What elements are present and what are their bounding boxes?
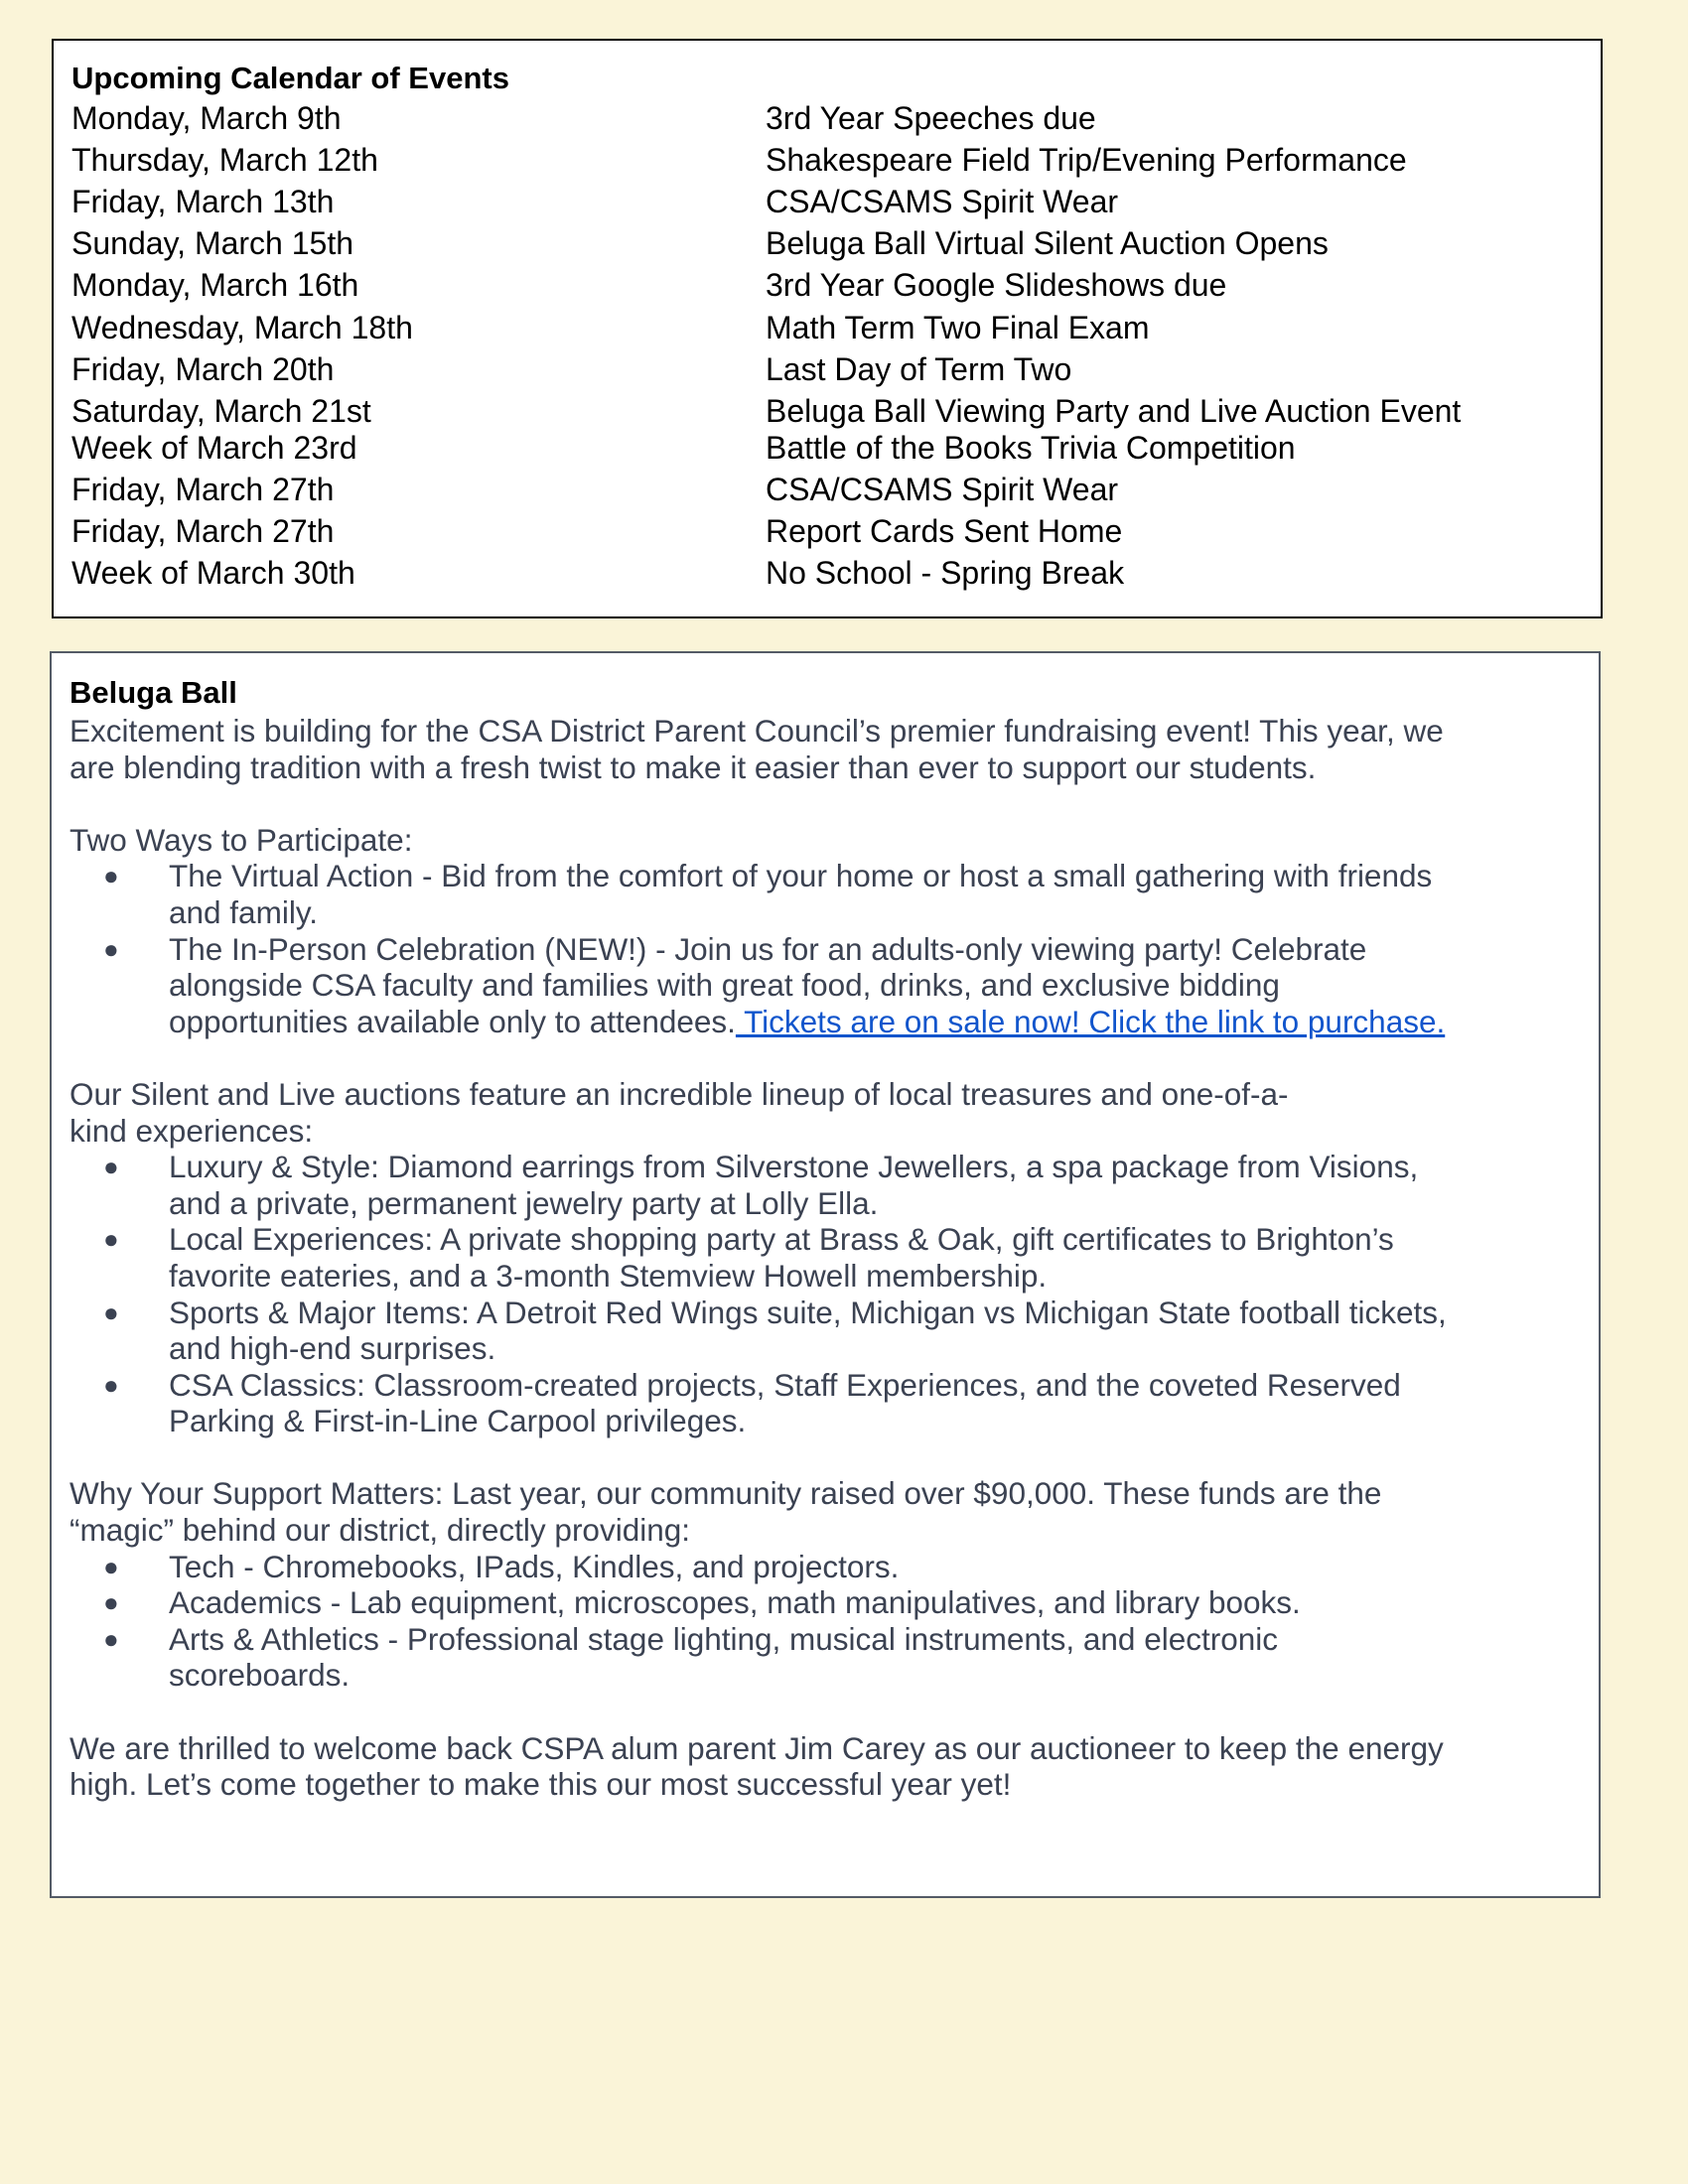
event-date: Friday, March 27th bbox=[71, 472, 335, 507]
ticket-purchase-link[interactable]: Tickets are on sale now! Click the link to purchase. bbox=[735, 1003, 1446, 1039]
participate-heading: Two Ways to Participate: bbox=[70, 821, 413, 858]
beluga-title: Beluga Ball bbox=[70, 675, 237, 710]
bullet-icon: ● bbox=[103, 861, 119, 891]
auction-item: Sports & Major Items: A Detroit Red Wings suite, Michigan vs Michigan State football tickets, and high-end surprises. bbox=[169, 1294, 1447, 1367]
bullet-icon: ● bbox=[103, 1152, 119, 1182]
participate-list bbox=[70, 858, 1581, 1039]
list-item bbox=[70, 931, 1460, 1040]
auctions-heading: Our Silent and Live auctions feature an incredible lineup of local treasures and one-of-a-kind experiences: bbox=[70, 1075, 1289, 1149]
event-name: CSA/CSAMS Spirit Wear bbox=[766, 472, 1119, 507]
auction-item: Luxury & Style: Diamond earrings from Silverstone Jewellers, a spa package from Visions, and a private, permanent jewelry party at Lolly Ella. bbox=[169, 1149, 1419, 1221]
event-name: Beluga Ball Viewing Party and Live Auction Event bbox=[766, 393, 1462, 429]
auction-item: Local Experiences: A private shopping party at Brass & Oak, gift certificates to Brighton’s favorite eateries, and a 3-month Stemview Howell membership. bbox=[169, 1221, 1394, 1294]
event-name: Last Day of Term Two bbox=[766, 351, 1072, 387]
calendar-panel bbox=[52, 39, 1603, 618]
event-date: Friday, March 20th bbox=[71, 351, 335, 387]
event-name: Shakespeare Field Trip/Evening Performance bbox=[766, 142, 1407, 178]
bullet-icon: ● bbox=[103, 933, 119, 964]
calendar-row bbox=[71, 140, 1583, 180]
bullet-icon: ● bbox=[103, 1551, 119, 1581]
event-name: Beluga Ball Virtual Silent Auction Opens bbox=[766, 225, 1329, 261]
bullet-icon: ● bbox=[103, 1297, 119, 1327]
calendar-row bbox=[71, 182, 1583, 221]
event-date: Thursday, March 12th bbox=[71, 142, 378, 178]
list-item bbox=[70, 1295, 1460, 1367]
event-date: Week of March 30th bbox=[71, 555, 355, 591]
bullet-icon: ● bbox=[103, 1623, 119, 1654]
list-item bbox=[70, 1549, 1460, 1585]
event-date: Saturday, March 21st bbox=[71, 393, 371, 429]
calendar-row bbox=[71, 349, 1583, 389]
event-name: 3rd Year Google Slideshows due bbox=[766, 267, 1227, 303]
beluga-ball-panel bbox=[50, 651, 1601, 1898]
calendar-row bbox=[71, 470, 1583, 509]
closing-paragraph: We are thrilled to welcome back CSPA alum parent Jim Carey as our auctioneer to keep the energy high. Let’s come together to make this our most successful year yet! bbox=[70, 1729, 1444, 1803]
event-name: CSA/CSAMS Spirit Wear bbox=[766, 184, 1119, 219]
list-item bbox=[70, 1149, 1460, 1221]
calendar-row bbox=[71, 428, 1583, 468]
calendar-title: Upcoming Calendar of Events bbox=[71, 61, 509, 95]
event-date: Friday, March 13th bbox=[71, 184, 335, 219]
auction-items-list bbox=[70, 1149, 1581, 1439]
calendar-row bbox=[71, 308, 1583, 347]
list-item bbox=[70, 1584, 1460, 1621]
bullet-icon: ● bbox=[103, 1369, 119, 1400]
event-name: Report Cards Sent Home bbox=[766, 513, 1123, 549]
participate-virtual: The Virtual Action - Bid from the comfort of your home or host a small gathering with friends and family. bbox=[169, 858, 1433, 930]
event-name: No School - Spring Break bbox=[766, 555, 1125, 591]
list-item bbox=[70, 1221, 1460, 1294]
beluga-intro: Excitement is building for the CSA District Parent Council’s premier fundraising event! This year, we are blending tradition with a fresh twist to make it easier than ever to support our students. bbox=[70, 713, 1444, 785]
event-name: 3rd Year Speeches due bbox=[766, 100, 1096, 136]
support-list bbox=[70, 1549, 1581, 1694]
participate-in-person: The In-Person Celebration (NEW!) - Join us for an adults-only viewing party! Celebrate alongside CSA faculty and families with great food, drinks, and exclusive bidding opportunities available only to attendees. bbox=[169, 930, 1367, 1039]
event-date: Sunday, March 15th bbox=[71, 225, 354, 261]
event-date: Monday, March 16th bbox=[71, 267, 359, 303]
event-date: Week of March 23rd bbox=[71, 430, 357, 466]
event-date: Friday, March 27th bbox=[71, 513, 335, 549]
list-item bbox=[70, 1367, 1460, 1439]
calendar-row bbox=[71, 511, 1583, 551]
support-item: Arts & Athletics - Professional stage lighting, musical instruments, and electronic scoreboards. bbox=[169, 1620, 1279, 1694]
support-item: Tech - Chromebooks, IPads, Kindles, and projectors. bbox=[169, 1548, 900, 1584]
calendar-row bbox=[71, 223, 1583, 263]
bullet-icon: ● bbox=[103, 1224, 119, 1255]
bullet-icon: ● bbox=[103, 1587, 119, 1618]
list-item bbox=[70, 1621, 1460, 1694]
list-item bbox=[70, 858, 1460, 930]
support-item: Academics - Lab equipment, microscopes, math manipulatives, and library books. bbox=[169, 1584, 1301, 1621]
support-heading: Why Your Support Matters: Last year, our community raised over $90,000. These funds are the “magic” behind our district, directly providing: bbox=[70, 1475, 1382, 1549]
auction-item: CSA Classics: Classroom-created projects, Staff Experiences, and the coveted Reserved Parking & First-in-Line Carpool privileges. bbox=[169, 1366, 1401, 1439]
calendar-row bbox=[71, 391, 1583, 431]
calendar-row bbox=[71, 98, 1583, 138]
calendar-row bbox=[71, 265, 1583, 305]
event-name: Math Term Two Final Exam bbox=[766, 310, 1150, 345]
event-date: Wednesday, March 18th bbox=[71, 310, 413, 345]
calendar-row bbox=[71, 553, 1583, 593]
event-date: Monday, March 9th bbox=[71, 100, 342, 136]
event-name: Battle of the Books Trivia Competition bbox=[766, 430, 1296, 466]
